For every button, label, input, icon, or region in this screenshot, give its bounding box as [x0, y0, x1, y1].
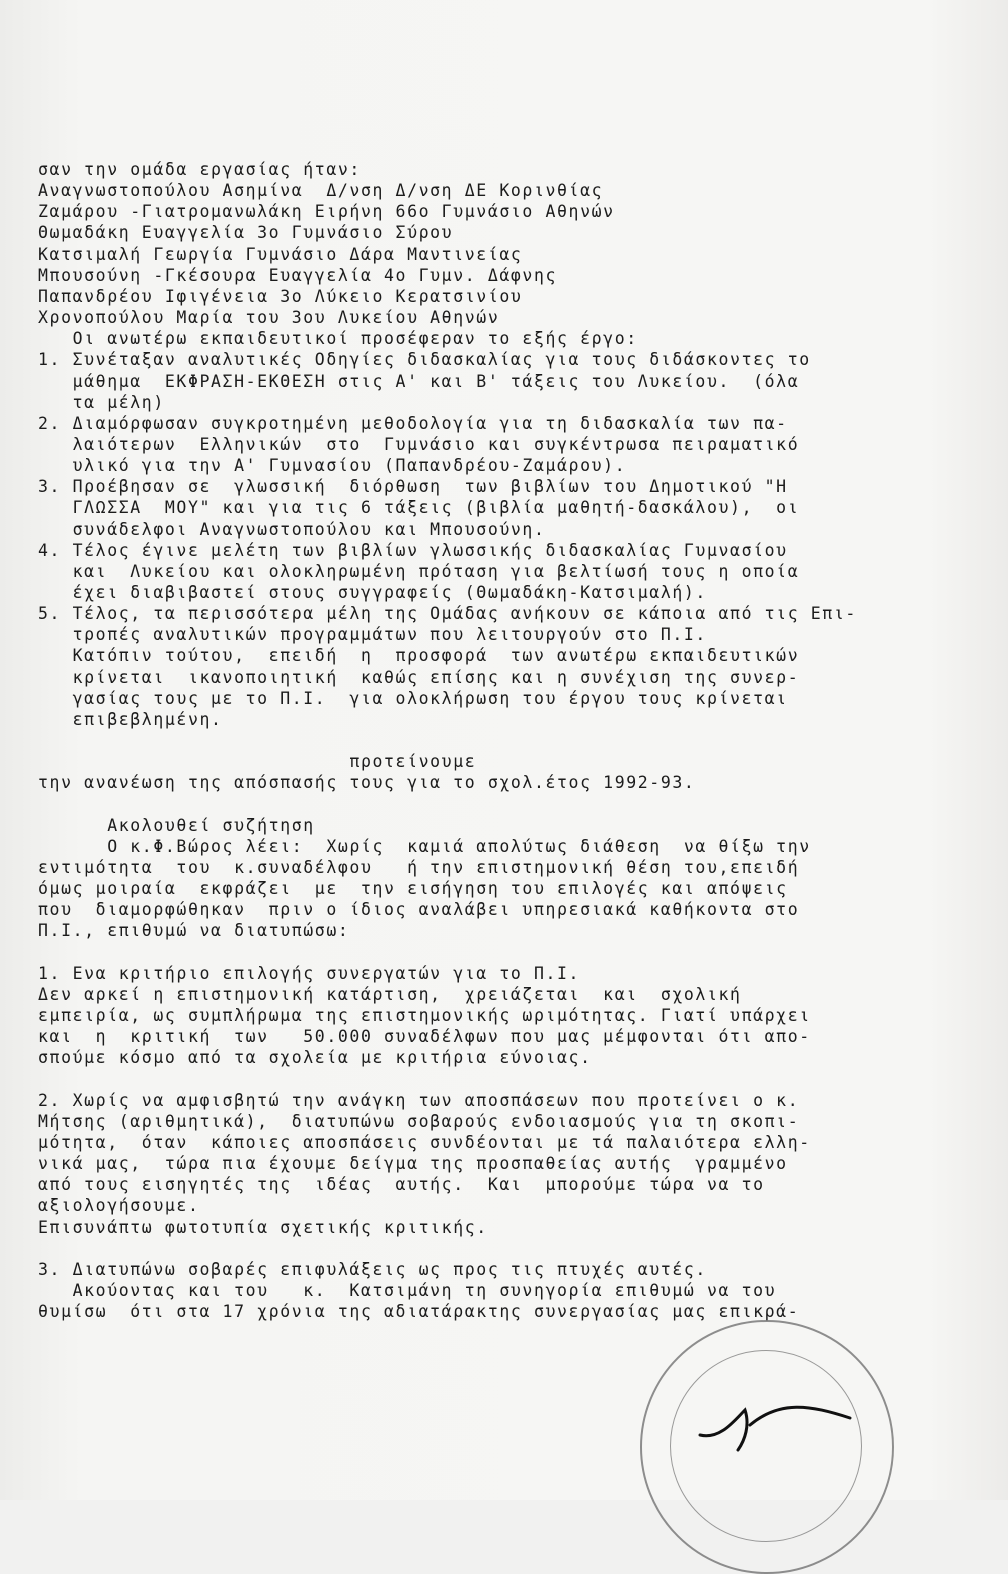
text-line: θυμίσω ότι στα 17 χρόνια της αδιατάρακτης συνεργασίας μας επικρά-	[38, 1302, 800, 1322]
text-line: Αναγνωστοπούλου Ασημίνα Δ/νση Δ/νση ΔΕ Κορινθίας	[38, 181, 604, 201]
text-line: 1. Συνέταξαν αναλυτικές Οδηγίες διδασκαλίας για τους διδάσκοντες το	[38, 350, 811, 370]
text-line: που διαμορφώθηκαν πριν ο ίδιος αναλάβει υπηρεσιακά καθήκοντα στο	[38, 900, 800, 920]
text-line: Κατόπιν τούτου, επειδή η προσφορά των ανωτέρω εκπαιδευτικών	[38, 646, 800, 666]
handwritten-signature	[690, 1380, 860, 1460]
text-line: σαν την ομάδα εργασίας ήταν:	[38, 160, 361, 179]
text-line: Παπανδρέου Ιφιγένεια 3ο Λύκειο Κερατσινίου	[38, 286, 523, 306]
text-line: Ζαμάρου -Γιατρομανωλάκη Ειρήνη 66ο Γυμνάσιο Αθηνών	[38, 202, 615, 222]
text-line: Μπουσούνη -Γκέσουρα Ευαγγελία 4ο Γυμν. Δάφνης	[38, 265, 558, 285]
text-line: 4. Τέλος έγινε μελέτη των βιβλίων γλωσσικής διδασκαλίας Γυμνασίου	[38, 540, 788, 560]
text-line: εντιμότητα του κ.συναδέλφου ή την επιστημονική θέση του,επειδή	[38, 857, 800, 877]
text-line: μότητα, όταν κάποιες αποσπάσεις συνδέονται με τά παλαιότερα ελλη-	[38, 1132, 811, 1152]
text-line: προτείνουμε	[38, 752, 477, 772]
text-line: Κατσιμαλή Γεωργία Γυμνάσιο Δάρα Μαντινείας	[38, 244, 523, 264]
text-line: Οι ανωτέρω εκπαιδευτικοί προσέφεραν το εξής έργο:	[38, 329, 638, 349]
text-line: κρίνεται ικανοποιητική καθώς επίσης και η συνέχιση της συνερ-	[38, 667, 800, 687]
text-line: Θωμαδάκη Ευαγγελία 3ο Γυμνάσιο Σύρου	[38, 223, 454, 243]
text-line: 1. Ενα κριτήριο επιλογής συνεργατών για το Π.Ι.	[38, 963, 581, 983]
text-line: και Λυκείου και ολοκληρωμένη πρόταση για βελτίωσή τους η οποία	[38, 561, 800, 581]
text-line: όμως μοιραία εκφράζει με την εισήγηση του επιλογές και απόψεις	[38, 879, 788, 899]
text-line: Ακολουθεί συζήτηση	[38, 815, 315, 835]
text-line: Ο κ.Φ.Βώρος λέει: Χωρίς καμιά απολύτως διάθεση να θίξω την	[38, 836, 811, 856]
text-line: τροπές αναλυτικών προγραμμάτων που λειτουργούν στο Π.Ι.	[38, 625, 707, 645]
text-line: νικά μας, τώρα πια έχουμε δείγμα της προσπαθείας αυτής γραμμένο	[38, 1154, 788, 1174]
text-line: και η κριτική των 50.000 συναδέλφων που μας μέμφονται ότι απο-	[38, 1027, 811, 1047]
text-line: γασίας τους με το Π.Ι. για ολοκλήρωση του έργου τους κρίνεται	[38, 688, 788, 708]
text-line: επιβεβλημένη.	[38, 709, 223, 729]
text-line: 5. Τέλος, τα περισσότερα μέλη της Ομάδας ανήκουν σε κάποια από τις Επι-	[38, 604, 857, 624]
text-line: ΓΛΩΣΣΑ ΜΟΥ" και για τις 6 τάξεις (βιβλία μαθητή-δασκάλου), οι	[38, 498, 800, 518]
text-line: έχει διαβιβαστεί στους συγγραφείς (Θωμαδάκη-Κατσιμαλή).	[38, 583, 707, 602]
text-line: Μήτσης (αριθμητικά), διατυπώνω σοβαρούς ενδοιασμούς για τη σκοπι-	[38, 1111, 800, 1131]
text-line: 2. Διαμόρφωσαν συγκροτημένη μεθοδολογία για τη διδασκαλία των πα-	[38, 413, 788, 433]
text-line: Ακούοντας και του κ. Κατσιμάνη τη συνηγορία επιθυμώ να του	[38, 1280, 777, 1300]
text-line: Π.Ι., επιθυμώ να διατυπώσω:	[38, 921, 350, 941]
text-line: την ανανέωση της απόσπασής τους για το σχολ.έτος 1992-93.	[38, 773, 696, 793]
text-line: από τους εισηγητές της ιδέας αυτής. Και μπορούμε τώρα να το	[38, 1175, 765, 1195]
text-line: 3. Προέβησαν σε γλωσσική διόρθωση των βιβλίων του Δημοτικού "Η	[38, 477, 788, 497]
text-line: συνάδελφοι Αναγνωστοπούλου και Μπουσούνη.	[38, 519, 546, 539]
text-line: 3. Διατυπώνω σοβαρές επιφυλάξεις ως προς τις πτυχές αυτές.	[38, 1259, 707, 1279]
text-line: λαιότερων Ελληνικών στο Γυμνάσιο και συγκέντρωσα πειραματικό	[38, 434, 800, 454]
text-line: αξιολογήσουμε.	[38, 1196, 200, 1216]
text-line: Δεν αρκεί η επιστημονική κατάρτιση, χρειάζεται και σχολική	[38, 984, 742, 1004]
text-line: τα μέλη)	[38, 392, 165, 412]
text-line: εμπειρία, ως συμπλήρωμα της επιστημονικής ωριμότητας. Γιατί υπάρχει	[38, 1006, 811, 1025]
text-line: 2. Χωρίς να αμφισβητώ την ανάγκη των αποσπάσεων που προτείνει ο κ.	[38, 1090, 800, 1110]
text-line: υλικό για την Α' Γυμνασίου (Παπανδρέου-Ζαμάρου).	[38, 456, 627, 476]
text-line: Χρονοπούλου Μαρία του 3ου Λυκείου Αθηνών	[38, 308, 500, 328]
text-line: μάθημα ΕΚΦΡΑΣΗ-ΕΚΘΕΣΗ στις Α' και Β' τάξεις του Λυκείου. (όλα	[38, 371, 800, 391]
text-line: σπούμε κόσμο από τα σχολεία με κριτήρια εύνοιας.	[38, 1048, 592, 1068]
text-line: Επισυνάπτω φωτοτυπία σχετικής κριτικής.	[38, 1217, 488, 1237]
